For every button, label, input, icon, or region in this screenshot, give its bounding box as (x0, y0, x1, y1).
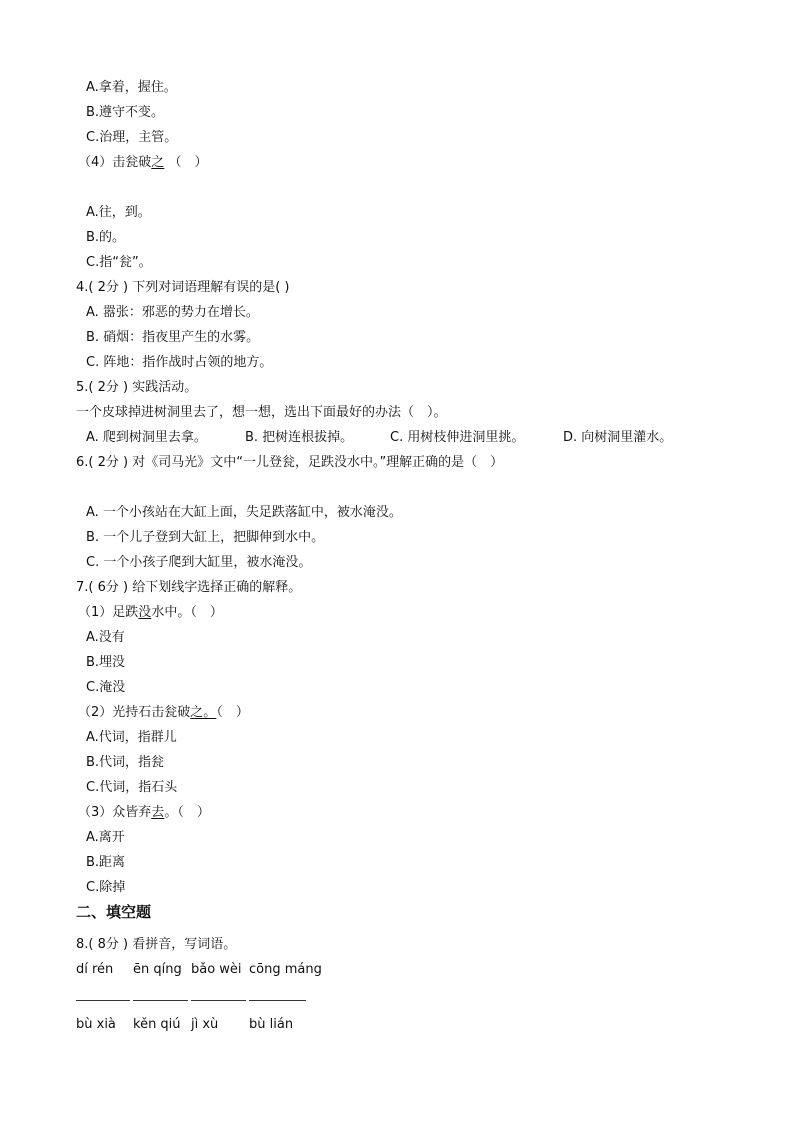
q7-sub1-option-b: B.埋没 (86, 655, 126, 670)
pinyin-3: bǎo wèi (191, 962, 242, 977)
q7-sub2-pre: 光持石击瓮破 (112, 705, 191, 720)
q7-sub1-pre: 足跌 (112, 605, 139, 620)
q7-sub3 (78, 805, 210, 821)
q7-sub1-num: （1） (78, 605, 113, 620)
pinyin-2: ēn qíng (133, 962, 182, 977)
q5-desc: 一个皮球掉进树洞里去了，想一想，选出下面最好的办法（ ）。 (76, 405, 447, 420)
q5-option-d: D. 向树洞里灌水。 (563, 430, 673, 445)
q5-stem: 5.( 2分 ) 实践活动。 (76, 380, 198, 395)
section-title: 二、填空题 (76, 903, 152, 921)
q4-option-a: A. 嚣张：邪恶的势力在增长。 (86, 305, 259, 320)
q5-option-a: A. 爬到树洞里去拿。 (86, 430, 207, 445)
q5-option-c: C. 用树枝伸进洞里挑。 (390, 430, 525, 445)
pinyin-6: kěn qiú (133, 1017, 181, 1032)
answer-blank-4[interactable] (249, 1000, 306, 1001)
answer-blank-3[interactable] (191, 1000, 246, 1001)
q3-sub4-post: （ ） (168, 155, 208, 170)
pinyin-7: jì xù (191, 1017, 219, 1032)
q7-sub2-option-b: B.代词，指瓮 (86, 755, 165, 770)
q7-sub3-post: 。（ ） (164, 805, 210, 820)
q7-sub2-option-a: A.代词，指群儿 (86, 730, 177, 745)
q7-stem: 7.( 6分 ) 给下划线字选择正确的解释。 (76, 580, 302, 595)
q4-option-c: C. 阵地：指作战时占领的地方。 (86, 355, 273, 370)
q3-sub4-option-b: B.的。 (86, 230, 126, 245)
q3-sub4-underlined: 之 (151, 155, 165, 170)
q6-option-c: C. 一个小孩子爬到大缸里，被水淹没。 (86, 555, 312, 570)
q7-sub2 (78, 705, 249, 721)
q6-option-b: B. 一个儿子登到大缸上，把脚伸到水中。 (86, 530, 325, 545)
q7-sub3-option-a: A.离开 (86, 830, 125, 845)
q7-sub2-post: （ ） (216, 705, 249, 720)
q7-sub1-post: 水中。（ ） (151, 605, 223, 620)
q3-sub4-option-c: C.指“瓮”。 (86, 255, 152, 270)
q3-sub4-option-a: A.往，到。 (86, 205, 151, 220)
q7-sub2-option-c: C.代词，指石头 (86, 780, 178, 795)
q7-sub3-option-c: C.除掉 (86, 880, 126, 895)
q6-stem: 6.( 2分 ) 对《司马光》文中“一儿登瓮，足跌没水中。”理解正确的是（ ） (76, 455, 504, 470)
answer-blank-1[interactable] (76, 1000, 130, 1001)
q7-sub1-option-c: C.淹没 (86, 680, 126, 695)
q7-sub2-underlined: 之。 (190, 705, 217, 720)
q3-sub4-num: （4） (78, 155, 113, 170)
pinyin-4: cōng máng (249, 962, 322, 977)
pinyin-8: bù lián (249, 1017, 294, 1032)
q7-sub2-num: （2） (78, 705, 113, 720)
q3-option-c: C.治理，主管。 (86, 130, 178, 145)
q3-sub4 (78, 155, 207, 171)
q7-sub1-option-a: A.没有 (86, 630, 125, 645)
q7-sub3-option-b: B.距离 (86, 855, 126, 870)
q3-option-b: B.遵守不变。 (86, 105, 165, 120)
q4-option-b: B. 硝烟：指夜里产生的水雾。 (86, 330, 260, 345)
q3-sub4-pre: 击瓮破 (112, 155, 152, 170)
q6-option-a: A. 一个小孩站在大缸上面，失足跌落缸中，被水淹没。 (86, 505, 402, 520)
pinyin-5: bù xià (76, 1017, 116, 1032)
q4-stem: 4.( 2分 ) 下列对词语理解有误的是( ) (76, 280, 290, 295)
q8-stem: 8.( 8分 ) 看拼音，写词语。 (76, 937, 237, 952)
q7-sub3-underlined: 去 (151, 805, 165, 820)
q3-option-a: A.拿着，握住。 (86, 80, 177, 95)
q7-sub1 (78, 605, 223, 621)
pinyin-1: dí rén (76, 962, 114, 977)
q7-sub3-num: （3） (78, 805, 113, 820)
q7-sub3-pre: 众皆弃 (112, 805, 152, 820)
q5-option-b: B. 把树连根拔掉。 (245, 430, 354, 445)
q7-sub1-underlined: 没 (138, 605, 152, 620)
answer-blank-2[interactable] (133, 1000, 188, 1001)
